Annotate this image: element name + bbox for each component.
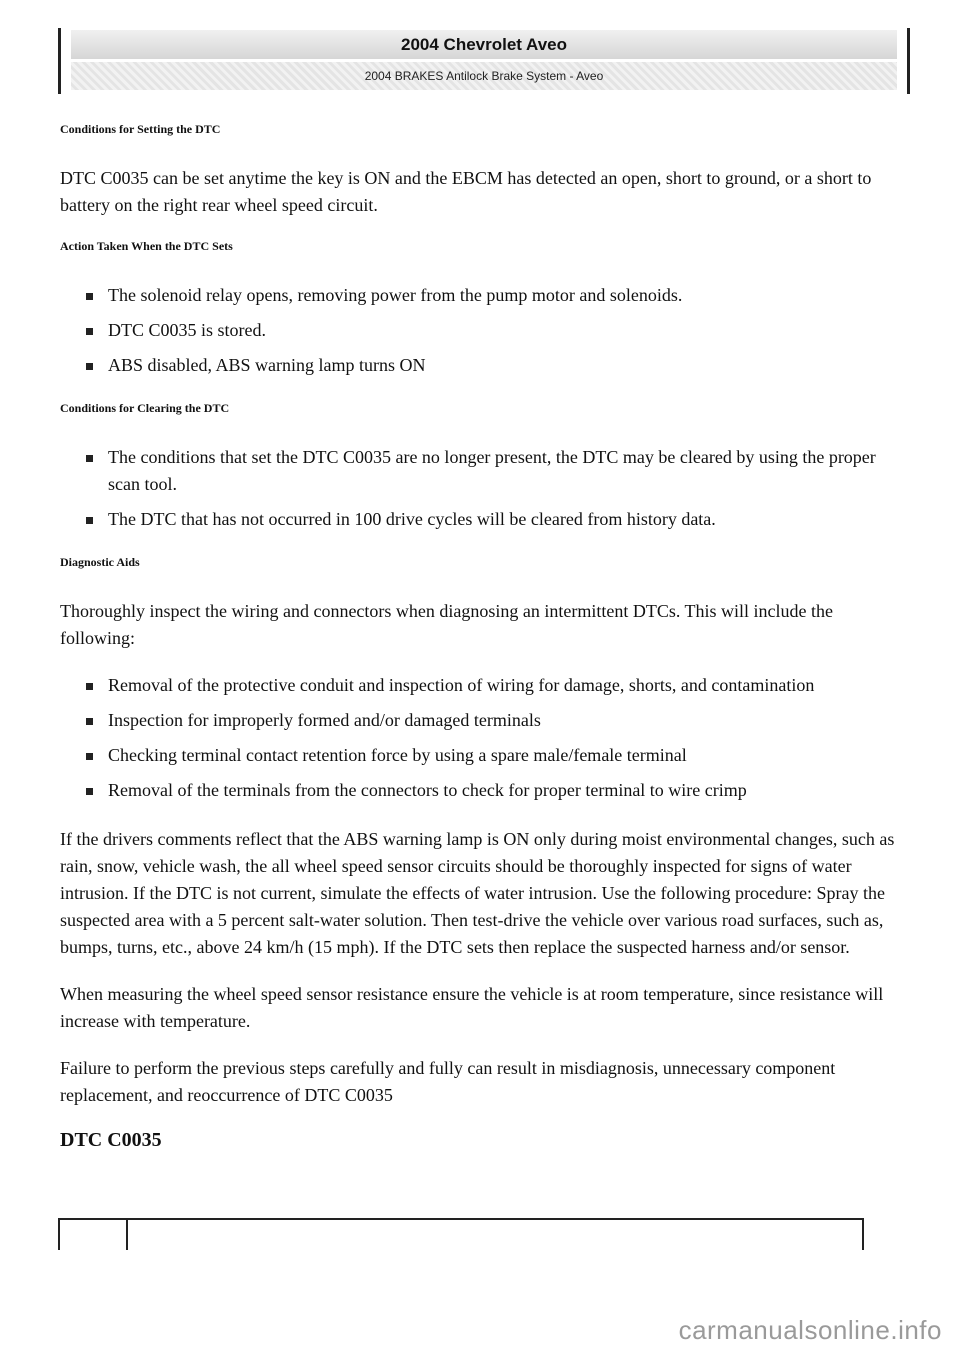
aids-intro: Thoroughly inspect the wiring and connectors when diagnosing an intermittent DTCs. This will include the following: [60, 601, 834, 648]
aids-paragraph-moisture: If the drivers comments reflect that the ABS warning lamp is ON only during moist environmental changes, such as rain, snow, vehicle wash, the all wheel speed sensor circuits should be thoroughly inspected for signs of water intrusion. If the DTC is not current, simulate the effects of water intrusion. Use the following procedure: Spray the suspected area with a 5 percent salt-water solution. Then test-drive the vehicle over various road surfaces, such as, bumps, turns, etc., above 24 km/h (15 mph). If the DTC sets then replace the suspected harness and/or sensor. [60, 829, 895, 957]
section-heading-aids: Diagnostic Aids [60, 555, 140, 569]
list-item: The solenoid relay opens, removing power from the pump motor and solenoids. [108, 282, 905, 309]
section-heading-setting: Conditions for Setting the DTC [60, 122, 221, 136]
dtc-table [58, 1218, 864, 1250]
list-item: Inspection for improperly formed and/or damaged terminals [108, 707, 905, 734]
list-item: ABS disabled, ABS warning lamp turns ON [108, 352, 905, 379]
list-item: The conditions that set the DTC C0035 are no longer present, the DTC may be cleared by using the proper scan tool. [108, 444, 905, 498]
aids-paragraph-failure: Failure to perform the previous steps carefully and fully can result in misdiagnosis, unnecessary component replacement, and reoccurrence of DTC C0035 [60, 1058, 836, 1105]
document-body [60, 122, 905, 1152]
list-item: The DTC that has not occurred in 100 drive cycles will be cleared from history data. [108, 506, 905, 533]
list-item: Checking terminal contact retention force by using a spare male/female terminal [108, 742, 905, 769]
aids-paragraph-resistance: When measuring the wheel speed sensor resistance ensure the vehicle is at room temperature, since resistance will increase with temperature. [60, 984, 884, 1031]
action-list [60, 282, 905, 379]
watermark: carmanualsonline.info [678, 1315, 942, 1345]
setting-text: DTC C0035 can be set anytime the key is ON and the EBCM has detected an open, short to ground, or a short to battery on the right rear wheel speed circuit. [60, 168, 872, 215]
clearing-list [60, 444, 905, 533]
list-item: Removal of the protective conduit and inspection of wiring for damage, shorts, and contamination [108, 672, 905, 699]
document-title: 2004 Chevrolet Aveo [71, 30, 897, 59]
section-heading-clearing: Conditions for Clearing the DTC [60, 401, 230, 415]
aids-list [60, 672, 905, 804]
table-cell-divider [126, 1220, 128, 1250]
document-subtitle: 2004 BRAKES Antilock Brake System - Aveo [71, 62, 897, 90]
page-header [58, 28, 910, 94]
dtc-heading: DTC C0035 [60, 1129, 162, 1151]
list-item: Removal of the terminals from the connectors to check for proper terminal to wire crimp [108, 777, 905, 804]
section-heading-action: Action Taken When the DTC Sets [60, 239, 233, 253]
list-item: DTC C0035 is stored. [108, 317, 905, 344]
